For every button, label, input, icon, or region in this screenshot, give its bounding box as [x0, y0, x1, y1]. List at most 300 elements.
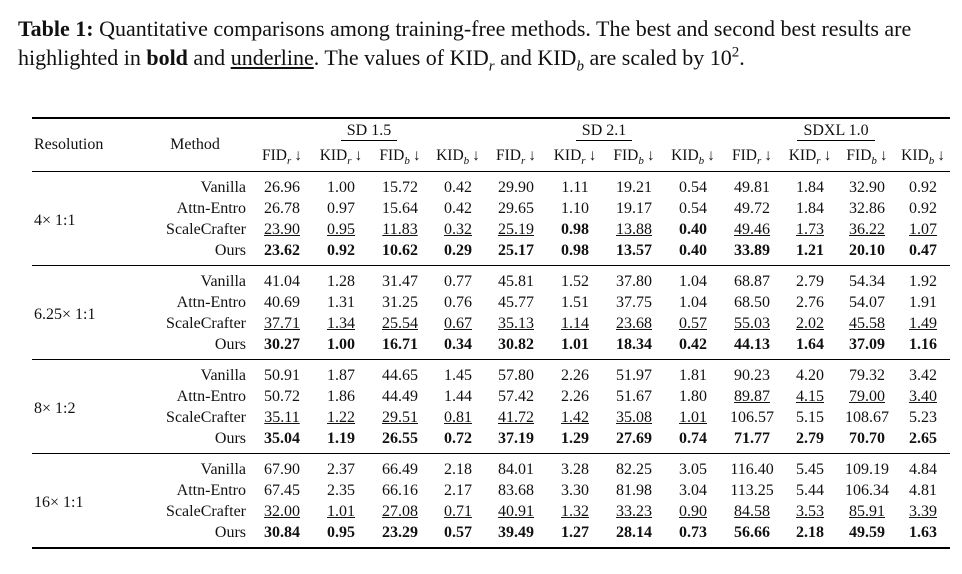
group-label: SD 1.5 — [341, 122, 397, 141]
value-cell — [722, 240, 782, 266]
value-cell — [486, 480, 546, 501]
value-cell — [604, 407, 664, 428]
value-cell — [722, 522, 782, 548]
value-text: 32.00 — [264, 502, 300, 520]
value-text: 0.92 — [327, 241, 355, 259]
value-cell — [252, 198, 312, 219]
value-cell — [430, 428, 486, 454]
value-cell — [838, 219, 896, 240]
value-cell — [604, 360, 664, 387]
metric-name: FID — [379, 147, 405, 165]
metric-name: FID — [846, 147, 872, 165]
value-text: 1.22 — [327, 408, 355, 426]
metric-name: KID — [436, 147, 464, 165]
down-arrow-icon: ↓ — [646, 147, 655, 165]
value-cell — [664, 480, 722, 501]
value-text: 26.96 — [264, 178, 300, 196]
value-cell — [838, 313, 896, 334]
down-arrow-icon: ↓ — [879, 147, 888, 165]
value-text: 27.08 — [382, 502, 418, 520]
value-cell — [312, 407, 370, 428]
value-text: 1.91 — [909, 293, 938, 311]
value-cell — [838, 386, 896, 407]
value-cell — [782, 292, 838, 313]
value-cell — [486, 386, 546, 407]
value-text: 30.82 — [498, 335, 535, 353]
value-text: 20.10 — [849, 241, 886, 259]
value-cell — [370, 428, 430, 454]
value-text: 108.67 — [845, 408, 890, 426]
value-cell — [782, 198, 838, 219]
value-text: 0.77 — [444, 272, 472, 290]
value-cell — [486, 428, 546, 454]
value-text: 106.34 — [845, 481, 890, 499]
value-cell — [486, 360, 546, 387]
table-row — [32, 240, 950, 266]
value-cell — [370, 266, 430, 293]
value-text: 0.34 — [444, 335, 472, 353]
value-text: 0.67 — [444, 314, 472, 332]
value-text: 23.90 — [264, 220, 300, 238]
value-cell — [546, 501, 604, 522]
value-text: 66.49 — [382, 460, 418, 478]
value-text: 28.14 — [616, 523, 653, 541]
value-text: 82.25 — [616, 460, 653, 478]
value-cell — [896, 480, 950, 501]
value-cell — [664, 334, 722, 360]
value-text: 2.37 — [327, 460, 355, 478]
metric-header — [604, 144, 664, 172]
value-cell — [722, 501, 782, 522]
value-cell — [664, 198, 722, 219]
value-text: 25.17 — [498, 241, 535, 259]
value-cell — [370, 198, 430, 219]
value-cell — [312, 480, 370, 501]
value-text: 56.66 — [734, 523, 771, 541]
value-text: 19.17 — [616, 199, 653, 217]
caption-text-5: are scaled by 10 — [583, 45, 732, 70]
value-cell — [370, 360, 430, 387]
table-row — [32, 292, 950, 313]
metric-header — [664, 144, 722, 172]
method-cell: ScaleCrafter — [166, 220, 246, 238]
value-text: 113.25 — [730, 481, 774, 499]
value-text: 15.64 — [382, 199, 418, 217]
value-cell — [604, 240, 664, 266]
table-row — [32, 219, 950, 240]
value-text: 1.29 — [561, 429, 590, 447]
value-cell — [430, 407, 486, 428]
metric-subscript: b — [463, 155, 470, 168]
value-cell — [782, 386, 838, 407]
value-text: 66.16 — [382, 481, 418, 499]
value-cell — [252, 386, 312, 407]
table-row — [32, 313, 950, 334]
value-text: 2.02 — [796, 314, 825, 332]
value-text: 54.34 — [849, 272, 886, 290]
value-text: 35.08 — [616, 408, 653, 426]
metric-name: FID — [261, 147, 287, 165]
value-text: 55.03 — [734, 314, 771, 332]
caption-sub-r: r — [488, 58, 495, 75]
value-cell — [486, 454, 546, 481]
value-text: 1.92 — [909, 272, 938, 290]
value-cell — [782, 407, 838, 428]
value-cell — [486, 334, 546, 360]
value-cell — [486, 240, 546, 266]
value-text: 0.42 — [444, 178, 472, 196]
value-text: 50.72 — [264, 387, 300, 405]
value-cell — [664, 219, 722, 240]
value-cell — [664, 501, 722, 522]
value-text: 49.81 — [734, 178, 771, 196]
value-text: 0.47 — [909, 241, 938, 259]
value-text: 3.28 — [561, 460, 590, 478]
value-text: 5.15 — [796, 408, 825, 426]
value-cell — [722, 292, 782, 313]
resolution-group — [32, 266, 950, 360]
value-text: 116.40 — [730, 460, 774, 478]
value-cell — [604, 386, 664, 407]
caption-underline-word: underline — [230, 45, 314, 70]
value-text: 0.92 — [909, 178, 938, 196]
value-cell — [312, 428, 370, 454]
method-cell: Ours — [214, 523, 246, 541]
caption-text-1: Quantitative comparisons among training-free methods. The best and second best results are highlighted in — [18, 16, 912, 70]
value-text: 1.16 — [909, 335, 938, 353]
value-text: 0.73 — [679, 523, 708, 541]
value-cell — [664, 454, 722, 481]
value-cell — [782, 501, 838, 522]
resolution-cell: 4× 1:1 — [34, 212, 76, 229]
metric-subscript: r — [581, 155, 586, 168]
value-text: 26.78 — [264, 199, 300, 217]
value-cell — [722, 480, 782, 501]
value-cell — [252, 428, 312, 454]
value-text: 32.90 — [849, 178, 886, 196]
value-cell — [896, 360, 950, 387]
value-text: 1.00 — [327, 178, 355, 196]
caption-text-3: . The values of KID — [313, 45, 489, 70]
value-cell — [546, 407, 604, 428]
value-cell — [896, 454, 950, 481]
value-cell — [252, 266, 312, 293]
value-cell — [486, 172, 546, 199]
value-cell — [546, 198, 604, 219]
value-cell — [838, 501, 896, 522]
value-text: 44.13 — [734, 335, 771, 353]
value-text: 1.51 — [561, 293, 590, 311]
value-cell — [370, 172, 430, 199]
value-text: 35.13 — [498, 314, 535, 332]
value-text: 37.19 — [498, 429, 535, 447]
value-cell — [838, 454, 896, 481]
value-cell — [312, 292, 370, 313]
down-arrow-icon: ↓ — [707, 147, 715, 165]
value-cell — [370, 240, 430, 266]
value-cell — [252, 313, 312, 334]
value-cell — [722, 428, 782, 454]
value-text: 30.84 — [264, 523, 300, 541]
value-text: 37.80 — [616, 272, 653, 290]
value-cell — [722, 334, 782, 360]
value-cell — [486, 266, 546, 293]
value-text: 31.25 — [382, 293, 418, 311]
value-text: 0.90 — [679, 502, 708, 520]
value-cell — [312, 313, 370, 334]
value-cell — [546, 219, 604, 240]
value-text: 2.18 — [796, 523, 825, 541]
value-cell — [604, 292, 664, 313]
value-text: 0.92 — [909, 199, 938, 217]
value-text: 1.28 — [327, 272, 355, 290]
value-cell — [782, 219, 838, 240]
value-text: 0.97 — [327, 199, 355, 217]
method-cell: Vanilla — [138, 454, 252, 481]
value-text: 1.00 — [327, 335, 355, 353]
value-cell — [430, 480, 486, 501]
value-cell — [604, 172, 664, 199]
value-text: 25.19 — [498, 220, 535, 238]
value-text: 10.62 — [382, 241, 418, 259]
value-text: 90.23 — [734, 366, 771, 384]
resolution-header: Resolution — [32, 118, 138, 172]
table-row — [32, 480, 950, 501]
value-text: 31.47 — [382, 272, 418, 290]
metric-name: KID — [671, 147, 699, 165]
value-text: 1.10 — [561, 199, 590, 217]
value-cell — [252, 407, 312, 428]
metric-header — [838, 144, 896, 172]
value-text: 1.49 — [909, 314, 938, 332]
value-cell — [722, 172, 782, 199]
value-cell — [370, 386, 430, 407]
value-cell — [838, 334, 896, 360]
value-cell — [896, 292, 950, 313]
caption-bold-word: bold — [146, 45, 188, 70]
value-text: 4.20 — [796, 366, 825, 384]
value-cell — [546, 313, 604, 334]
value-cell — [722, 407, 782, 428]
method-cell: Attn-Entro — [176, 199, 246, 217]
metric-name: FID — [613, 147, 639, 165]
metric-subscript: b — [638, 155, 644, 168]
value-cell — [370, 501, 430, 522]
value-text: 1.86 — [327, 387, 355, 405]
value-cell — [312, 219, 370, 240]
value-text: 29.90 — [498, 178, 535, 196]
value-text: 1.19 — [327, 429, 355, 447]
value-text: 3.39 — [909, 502, 938, 520]
metric-header — [782, 144, 838, 172]
down-arrow-icon: ↓ — [528, 147, 537, 165]
metric-name: KID — [553, 147, 582, 165]
value-text: 45.81 — [498, 272, 535, 290]
value-text: 51.97 — [616, 366, 653, 384]
value-text: 85.91 — [849, 502, 886, 520]
metric-subscript: b — [404, 155, 410, 168]
group-header-sd15 — [252, 118, 486, 144]
value-text: 1.63 — [909, 523, 938, 541]
value-cell — [252, 334, 312, 360]
value-cell — [370, 480, 430, 501]
value-text: 40.69 — [264, 293, 300, 311]
value-cell — [664, 360, 722, 387]
metric-subscript: b — [698, 155, 705, 168]
value-cell — [252, 292, 312, 313]
value-cell — [782, 266, 838, 293]
value-cell — [486, 292, 546, 313]
value-text: 1.14 — [561, 314, 590, 332]
value-text: 25.54 — [382, 314, 418, 332]
value-text: 1.45 — [444, 366, 472, 384]
value-text: 2.79 — [796, 272, 825, 290]
value-text: 1.34 — [327, 314, 355, 332]
value-cell — [604, 334, 664, 360]
value-cell — [838, 428, 896, 454]
value-text: 1.84 — [796, 178, 825, 196]
value-cell — [430, 522, 486, 548]
value-text: 1.52 — [561, 272, 590, 290]
value-text: 0.42 — [679, 335, 708, 353]
value-text: 79.00 — [849, 387, 886, 405]
value-text: 70.70 — [849, 429, 886, 447]
method-cell: Vanilla — [138, 266, 252, 293]
value-text: 49.59 — [849, 523, 886, 541]
value-text: 33.23 — [616, 502, 653, 520]
value-text: 68.50 — [734, 293, 771, 311]
group-label: SD 2.1 — [576, 122, 632, 141]
value-cell — [604, 219, 664, 240]
value-cell — [430, 240, 486, 266]
value-cell — [430, 334, 486, 360]
value-cell — [896, 266, 950, 293]
value-text: 49.46 — [734, 220, 771, 238]
down-arrow-icon: ↓ — [354, 147, 363, 165]
value-cell — [664, 266, 722, 293]
value-text: 0.72 — [444, 429, 472, 447]
group-header-sd21 — [486, 118, 722, 144]
value-cell — [838, 198, 896, 219]
value-text: 1.04 — [679, 293, 708, 311]
method-cell: Ours — [214, 335, 246, 353]
value-cell — [896, 522, 950, 548]
value-cell — [370, 454, 430, 481]
value-text: 81.98 — [616, 481, 653, 499]
value-text: 1.01 — [679, 408, 708, 426]
method-cell: ScaleCrafter — [166, 314, 246, 332]
value-text: 68.87 — [734, 272, 771, 290]
value-text: 1.80 — [679, 387, 708, 405]
value-text: 13.57 — [616, 241, 653, 259]
value-cell — [604, 266, 664, 293]
metric-name: KID — [901, 147, 929, 165]
caption-text-4: and KID — [494, 45, 577, 70]
value-cell — [486, 501, 546, 522]
value-text: 1.87 — [327, 366, 355, 384]
value-cell — [546, 266, 604, 293]
value-cell — [486, 522, 546, 548]
value-cell — [546, 480, 604, 501]
value-cell — [722, 386, 782, 407]
value-text: 0.74 — [679, 429, 708, 447]
value-cell — [604, 522, 664, 548]
value-cell — [252, 480, 312, 501]
value-cell — [604, 454, 664, 481]
value-cell — [896, 428, 950, 454]
value-cell — [370, 334, 430, 360]
value-text: 0.98 — [561, 220, 590, 238]
value-text: 45.58 — [849, 314, 886, 332]
value-text: 0.32 — [444, 220, 472, 238]
value-text: 2.26 — [561, 387, 590, 405]
value-text: 35.04 — [264, 429, 300, 447]
metric-subscript: r — [757, 155, 762, 168]
metric-header — [722, 144, 782, 172]
metric-header — [370, 144, 430, 172]
value-cell — [604, 428, 664, 454]
value-cell — [782, 428, 838, 454]
value-text: 50.91 — [264, 366, 300, 384]
table-row — [32, 334, 950, 360]
metric-header — [430, 144, 486, 172]
value-text: 57.80 — [498, 366, 535, 384]
value-text: 27.69 — [616, 429, 653, 447]
value-cell — [722, 219, 782, 240]
value-text: 49.72 — [734, 199, 771, 217]
down-arrow-icon: ↓ — [588, 147, 597, 165]
value-text: 89.87 — [734, 387, 771, 405]
value-text: 2.17 — [444, 481, 472, 499]
metric-subscript: r — [520, 155, 526, 168]
value-cell — [252, 172, 312, 199]
value-cell — [486, 407, 546, 428]
value-text: 16.71 — [382, 335, 418, 353]
value-text: 1.31 — [327, 293, 355, 311]
value-cell — [430, 454, 486, 481]
value-text: 5.23 — [909, 408, 938, 426]
metric-subscript: b — [928, 155, 935, 168]
value-cell — [312, 454, 370, 481]
value-text: 1.21 — [796, 241, 825, 259]
value-text: 26.55 — [382, 429, 418, 447]
down-arrow-icon: ↓ — [937, 147, 945, 165]
method-header: Method — [138, 118, 252, 172]
down-arrow-icon: ↓ — [412, 147, 421, 165]
value-cell — [838, 360, 896, 387]
value-cell — [838, 480, 896, 501]
value-text: 0.40 — [679, 241, 708, 259]
value-text: 4.15 — [796, 387, 825, 405]
value-cell — [664, 522, 722, 548]
value-text: 1.73 — [796, 220, 825, 238]
value-cell — [838, 407, 896, 428]
value-cell — [546, 454, 604, 481]
value-text: 19.21 — [616, 178, 653, 196]
value-cell — [486, 313, 546, 334]
down-arrow-icon: ↓ — [764, 147, 773, 165]
metric-name: KID — [319, 147, 348, 165]
method-cell: Vanilla — [200, 178, 246, 196]
value-text: 0.29 — [444, 241, 472, 259]
down-arrow-icon: ↓ — [823, 147, 832, 165]
value-text: 2.65 — [909, 429, 938, 447]
value-cell — [370, 407, 430, 428]
method-cell: ScaleCrafter — [166, 408, 246, 426]
value-text: 3.53 — [796, 502, 825, 520]
value-text: 2.76 — [796, 293, 825, 311]
value-text: 1.44 — [444, 387, 472, 405]
